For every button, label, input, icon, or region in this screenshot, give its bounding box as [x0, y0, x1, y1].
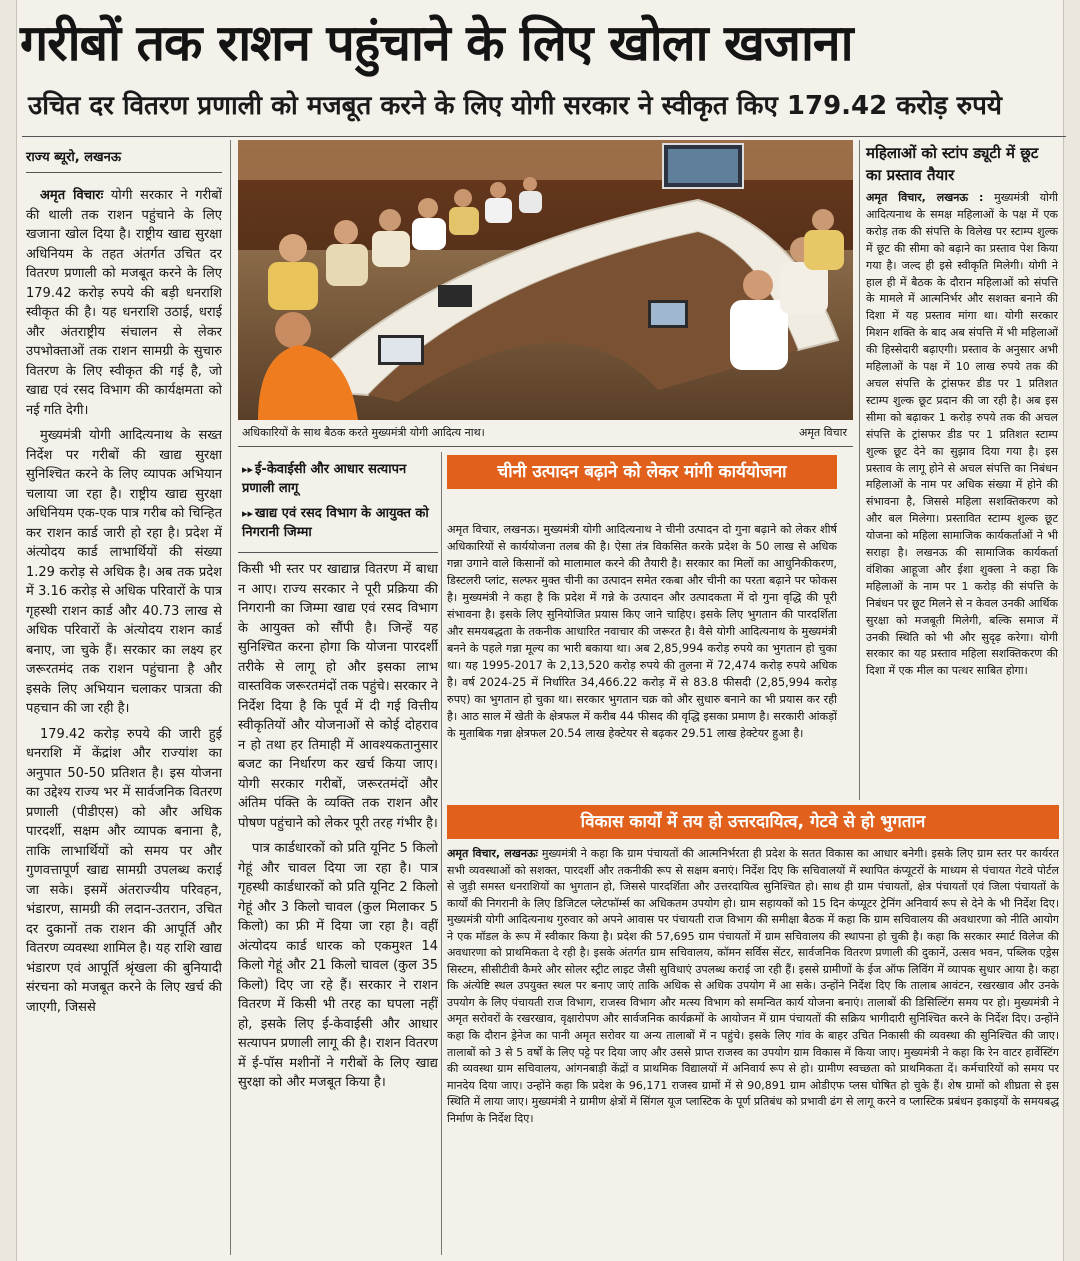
headline: गरीबों तक राशन पहुंचाने के लिए खोला खजाना: [20, 14, 853, 72]
photo-caption-bar: [238, 421, 853, 445]
sugar-story-heading: चीनी उत्पादन बढ़ाने को लेकर मांगी कार्ययोजना: [447, 455, 837, 489]
next-article-cutoff: [26, 1243, 1066, 1261]
byline-divider: [26, 172, 222, 173]
main-story-dateline: अमृत विचारः: [40, 188, 104, 203]
development-story-text: [447, 846, 1059, 1256]
women-story-heading: महिलाओं को स्टांप ड्यूटी में छूट का प्रस्ताव तैयार: [866, 144, 1039, 184]
main-story-column-1: [26, 186, 222, 1256]
main-story-paragraph-4: किसी भी स्तर पर खाद्यान्न वितरण में बाधा न आए। राज्य सरकार ने पूरी प्रक्रिया की निगरानी का जिम्मा खाद्य एवं रसद विभाग के आयुक्त को सौंपी है। जिन्हें यह सुनिश्चित करना होगा कि योजना पारदर्शी तरीके से लागू हो और इसका लाभ वास्तविक जरूरतमंदों तक पहुंचे। सरकार ने निर्देश दिया है कि पूर्व में दी गई वित्तीय स्वीकृतियों और योजनाओं से कोई दोहराव न हो तथा हर तिमाही में आवश्यकतानुसार बजट का निर्धारण कर खर्च किया जाए। योगी सरकार गरीबों, जरूरतमंदों और अंतिम पंक्ति के व्यक्ति तक राशन और पोषण पहुंचाने को लेकर पूरी तरह गंभीर है।: [238, 562, 438, 831]
bullet-arrow-icon: ▸▸: [242, 463, 254, 476]
photo-credit: अमृत विचार: [798, 426, 847, 439]
main-story-column-2: [238, 560, 438, 1255]
byline: राज्य ब्यूरो, लखनऊ: [26, 150, 122, 165]
highlight-bullet-1-text: ई-केवाईसी और आधार सत्यापन प्रणाली लागू: [242, 462, 407, 496]
sugar-story-text: अमृत विचार, लखनऊ। मुख्यमंत्री योगी आदित्यनाथ ने चीनी उत्पादन दो गुना बढ़ाने को लेकर शीर्ष अधिकारियों से कार्ययोजना तलब की है। ऐसा तंत्र विकसित करके प्रदेश के 50 लाख से अधिक गन्ना उगाने वाले किसानों को मालामाल करने की तैयारी है। सरकार का मिलों का आधुनिकीकरण, डिस्टलरी प्लांट, सल्फर मुक्त चीनी का उत्पादन समेत रकबा और चीनी का परता बढ़ाने पर फोकस है। मुख्यमंत्री ने कहा है कि प्रदेश में गन्ने के उत्पादन और उत्पादकता में दो गुना वृद्धि की पूरी संभावना है। इसके लिए सुनियोजित प्रयास किए जाने चाहिए। इसके लिए भुगतान की पारदर्शिता और समयबद्धता के तकनीक आधारित नवाचार की जरूरत है। वैसे योगी आदित्यनाथ के मुख्यमंत्री बनने के पहले गन्ना मूल्य का भारी बकाया था। अब 2,85,994 करोड़ रुपये का भुगतान हो चुका था। यह 1995-2017 के 2,13,520 करोड़ रुपये की तुलना में 72,474 करोड़ रुपये अधिक है। वर्ष 2024-25 में निर्धारित 34,466.22 करोड़ में से 83.8 फीसदी (2,85,994 करोड़ रुपए) का भुगतान हो चुका था। सरकार भुगतान चक्र को और सुधारु बनाने का भी प्रयास कर रही है। आठ साल में खेती के क्षेत्रफल में करीब 44 फीसद की वृद्धि इसका प्रमाण है। सरकारी आंकड़ों के मुताबिक गन्ना क्षेत्रफल 20.54 लाख हेक्टेयर से बढ़कर 29.51 लाख हेक्टेयर हुआ है।: [447, 523, 837, 740]
highlight-bullet-2: [242, 504, 434, 542]
sidebar-divider: [859, 140, 860, 800]
meeting-photo: [238, 140, 853, 420]
development-story-dateline: अमृत विचार, लखनऊः: [447, 847, 538, 860]
development-story-body: मुख्यमंत्री ने कहा कि ग्राम पंचायतों की आत्मनिर्भरता ही प्रदेश के सतत विकास का आधार बनेगी। इसके लिए ग्राम स्तर पर कार्यरत सभी व्यवस्थाओं को सशक्त, पारदर्शी और तकनीकी रूप से सक्षम बनाएं। निर्देश दिए कि सचिवालयों में स्थापित कंप्यूटरों के माध्यम से पंचायत गेटवे पोर्टल से जुड़ी समस्त धनराशियों का भुगतान हो, जिससे पारदर्शिता और उत्तरदायित्व सुनिश्चित हो। साथ ही ग्राम पंचायतों, क्षेत्र पंचायतों एवं जिला पंचायतों के कार्यों की निगरानी के लिए डिजिटल प्लेटफॉर्म्स का अधिकतम उपयोग हो। ग्राम सहायकों को 15 दिन कंप्यूटर ट्रेनिंग अनिवार्य रूप से देने के भी निर्देश दिए। मुख्यमंत्री योगी आदित्यनाथ गुरुवार को अपने आवास पर पंचायती राज विभाग की समीक्षा बैठक में कहा कि ग्राम सचिवालय की अवधारणा को नीति आयोग ने एक मॉडल के रूप में स्वीकार किया है। प्रदेश की 57,695 ग्राम पंचायतों में ग्राम सचिवालय की स्थापना हो चुकी है। कहा कि सरकार स्मार्ट विलेज की अवधारणा को प्राथमिकता दे रही है। इसके अंतर्गत ग्राम सचिवालय, कॉमन सर्विस सेंटर, सार्वजनिक वितरण प्रणाली की दुकानें, उत्सव भवन, पब्लिक एड्रेस सिस्टम, सीसीटीवी कैमरे और सोलर स्ट्रीट लाइट जैसी सुविधाएं उपलब्ध कराई जा रही हैं। इससे ग्रामीणों के ईज ऑफ लिविंग में व्यापक सुधार आया है। कहा कि अंत्येष्टि स्थल उपयुक्त स्थल पर बनाए जाएं ताकि अधिक से अधिक उपयोग में आ सके। उन्होंने निर्देश दिए कि तालाब आवंटन, रखरखाव और उनके उपयोग के लिए पंचायती राज विभाग, राजस्व विभाग और मत्स्य विभाग को समन्वित कार्य योजना बनाएं। तालाबों की डिसिल्टिंग समय पर हो। मुख्यमंत्री ने अमृत सरोवरों के रखरखाव, वृक्षारोपण और सार्वजनिक कार्यक्रमों के आयोजन में ग्राम पंचायतों की सक्रिय भागीदारी सुनिश्चित करने के निर्देश दिए। उन्होंने कहा कि दौरान ड्रेनेज का पानी अमृत सरोवर या अन्य तालाबों में न पहुंचे। इसके लिए गांव के बाहर उचित निकासी की व्यवस्था की सुनिश्चित की जाए। तालाबों को 3 से 5 वर्षों के लिए पट्टे पर दिया जाए और उससे प्राप्त राजस्व का उपयोग ग्राम विकास में किया जाए। मुख्यमंत्री ने कहा कि रेन वाटर हार्वेस्टिंग की व्यवस्था ग्राम सचिवालय, आंगनबाड़ी केंद्रों व प्राथमिक विद्यालयों में अनिवार्य रूप से हो। ग्रामीण स्वच्छता को प्राथमिकता दें। कर्मचारियों को समय पर मानदेय दिया जाए। उन्होंने कहा कि प्रदेश के 96,171 राजस्व ग्रामों में से 90,891 ग्राम ओडीएफ प्लस घोषित हो चुके हैं। शेष ग्रामों को शीघ्रता से इस स्थिति में लाया जाए। मुख्यमंत्री ने ग्रामीण क्षेत्रों में सिंगल यूज प्लास्टिक के पूर्ण प्रतिबंध को प्रभावी ढंग से लागू करने व प्लास्टिक प्रबंधन इकाइयों के समयबद्ध निर्माण के निर्देश दिए।: [447, 847, 1059, 1125]
left-page-edge: [0, 0, 17, 1261]
bullets-divider: [238, 552, 438, 553]
column-divider: [230, 140, 231, 1255]
women-story-text: [866, 190, 1058, 798]
main-story-paragraph-1: [26, 186, 222, 420]
caption-divider: [238, 446, 853, 447]
column-divider-2: [441, 452, 442, 1255]
main-story-paragraph-5: पात्र कार्डधारकों को प्रति यूनिट 5 किलो गेहूं और चावल दिया जा रहा है। पात्र गृहस्थी कार्डधारकों को प्रति यूनिट 2 किलो गेहूं और 3 किलो चावल (कुल मिलाकर 5 किलो) का फ्री में दिया जा रहा है। वहीं अंत्योदय कार्ड धारक को एकमुश्त 14 किलो गेहूं और 21 किलो चावल (कुल 35 किलो) दिए जा रहे हैं। सरकार ने राशन वितरण में किसी भी तरह का घपला नहीं हो, इसके लिए ई-केवाईसी और आधार सत्यापन प्रणाली लागू की है। राशन वितरण में ई-पॉस मशीनों ने गरीबों के लिए खाद्य सुरक्षा को और मजबूत किया है।: [238, 841, 438, 1090]
highlight-bullet-2-text: खाद्य एवं रसद विभाग के आयुक्त को निगरानी जिम्मा: [242, 506, 429, 540]
right-page-edge: [1063, 0, 1080, 1261]
bullet-arrow-icon: ▸▸: [242, 507, 254, 520]
women-story-body: मुख्यमंत्री योगी आदित्यनाथ के समक्ष महिलाओं के पक्ष में एक करोड़ तक की संपत्ति के विलेख पर स्टाम्प शुल्क में छूट की सीमा को बढ़ाने का प्रस्ताव पेश किया गया है। जल्द ही इसे स्वीकृति मिलेगी। योगी ने हाल ही में बैठक के दौरान महिलाओं को संपत्ति के मामले में आत्मनिर्भर और सशक्त बनाने की दिशा में यह प्रस्ताव मांगा था। योगी सरकार मिशन शक्ति के बाद अब संपत्ति में भी महिलाओं की हिस्सेदारी बढ़ाएगी। प्रस्ताव के अनुसार अभी महिलाओं के पक्ष में 10 लाख रुपये तक की अचल संपत्ति के ट्रांसफर डीड पर 1 प्रतिशत स्टाम्प शुल्क छूट प्रदान की जा रही है। अब इस सीमा को बढ़ाकर 1 करोड़ रुपये तक की अचल संपत्ति के ट्रांसफर डीड पर 1 प्रतिशत स्टाम्प शुल्क छूट देने का सुझाव दिया गया है। इस प्रस्ताव के लागू होने से अचल संपत्ति का निबंधन महिलाओं के नाम पर अधिक संख्या में होने की संभावना है, जिससे महिला सशक्तिकरण को और बल मिलेगा। प्रस्तावित स्टाम्प शुल्क छूट योजना को महिला सामाजिक कार्यकर्ताओं ने भी सराहा है। लखनऊ की सामाजिक कार्यकर्ता वंशिका आहूजा और ईशा शुक्ला ने कहा कि महिलाओं के नाम पर 1 करोड़ की संपत्ति के निबंधन पर छूट मिलने से न केवल उनकी आर्थिक सुरक्षा को मजबूती मिलेगी, बल्कि समाज में उनकी स्थिति को भी और सुदृढ़ करेगा। योगी सरकार का यह प्रस्ताव महिला सशक्तिकरण की दिशा में एक मील का पत्थर साबित होगा।: [866, 191, 1058, 678]
highlight-bullet-1: [242, 460, 434, 498]
development-story-heading: विकास कार्यों में तय हो उत्तरदायित्व, गेटवे से हो भुगतान: [447, 805, 1059, 839]
subheadline: उचित दर वितरण प्रणाली को मजबूत करने के लिए योगी सरकार ने स्वीकृत किए 179.42 करोड़ रुपये: [28, 91, 1002, 121]
header-divider: [22, 136, 1066, 137]
women-story-dateline: अमृत विचार, लखनऊ :: [866, 191, 984, 204]
chief-minister: [275, 312, 311, 348]
photo-caption: अधिकारियों के साथ बैठक करते मुख्यमंत्री योगी आदित्य नाथ।: [242, 426, 485, 439]
main-story-paragraph-3: 179.42 करोड़ रुपये की जारी हुई धनराशि में केंद्रांश और राज्यांश का अनुपात 50-50 प्रतिशत है। इस योजना का उद्देश्य राज्य भर में सार्वजनिक वितरण प्रणाली (पीडीएस) को और अधिक पारदर्शी, सक्षम और व्यापक बनाना है, ताकि लाभार्थियों को समय पर और गुणवत्तापूर्ण खाद्य सामग्री उपलब्ध कराई जा सके। इसमें अंतराज्यीय परिवहन, भंडारण, सामग्री की लदान-उतरान, उचित दर दुकानों तक राशन की आपूर्ति और वितरण व्यवस्था शामिल है। यह राशि खाद्य भंडारण एवं आपूर्ति श्रृंखला की बुनियादी संरचना को मजबूत करने के लिए खर्च की जाएगी, जिससे: [26, 726, 222, 1015]
main-story-paragraph-2: मुख्यमंत्री योगी आदित्यनाथ के सख्त निर्देश पर गरीबों की खाद्य सुरक्षा सुनिश्चित करने के लिए व्यापक अभियान चलाया जा रहा है। राष्ट्रीय खाद्य सुरक्षा अधिनियम एक-एक पात्र गरीब को चिन्हित कर राशन कार्ड जारी हो रहा है। प्रदेश में अंत्योदय कार्ड लाभार्थियों की संख्या 1.29 करोड़ से अधिक है। अब तक प्रदेश में 3.16 करोड़ से अधिक परिवारों के पात्र गृहस्थी राशन कार्ड और 40.73 लाख से अधिक परिवारों के अंत्योदय राशन कार्ड बनाए, जा चुके हैं। सरकार का लक्ष्य हर जरूरतमंद तक राशन पहुंचाना है और इसके लिए अभियान चलाकर पात्रता की पहचान की जा रही है।: [26, 428, 222, 716]
main-story-text-1: योगी सरकार ने गरीबों की थाली तक राशन पहुंचाने के लिए खजाना खोल दिया है। राष्ट्रीय खाद्य सुरक्षा अधिनियम के तहत अंतर्गत उचित दर वितरण प्रणाली को मजबूत करने के लिए 179.42 करोड़ रुपये की बड़ी धनराशि स्वीकृत की है। यह धनराशि उठाई, धराई और अंतराष्ट्रीय संचालन से लेकर उपभोक्ताओं तक राशन सामग्री के सुचारु वितरण के लिए स्वीकृत की गई है, जो खाद्य एवं रसद विभाग की कार्यक्षमता को नई गति देगी।: [26, 188, 222, 418]
